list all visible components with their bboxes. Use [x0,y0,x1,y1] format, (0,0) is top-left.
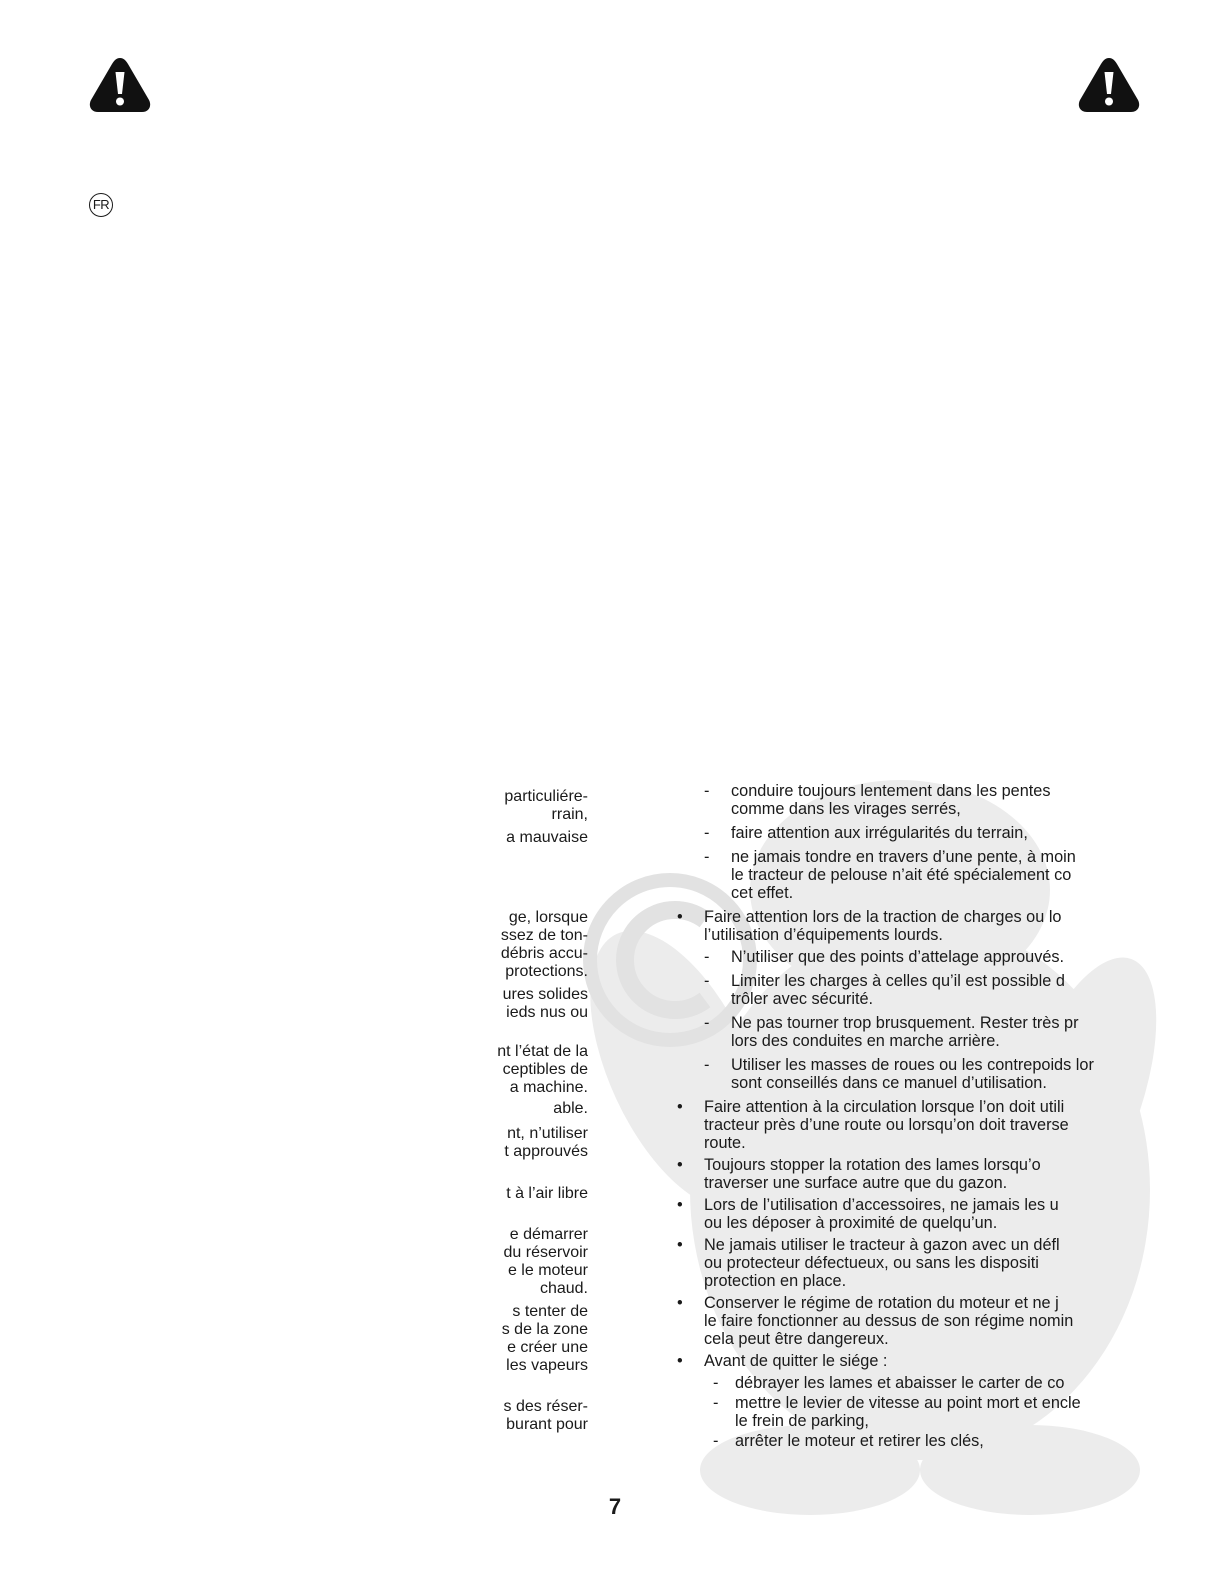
list-item-line: route. [704,1134,746,1152]
left-text-line: ieds nus ou [506,1004,588,1021]
list-item [672,1236,1100,1290]
left-text-line: rrain, [551,806,588,823]
warning-triangle-icon [88,55,152,115]
left-text-block [440,829,588,847]
list-item [672,1374,1100,1392]
list-item-line: faire attention aux irrégularités du terrain, [731,824,1028,842]
list-item [672,948,1100,966]
left-text-line: t à l’air libre [506,1185,588,1202]
list-item-line: ou protecteur défectueux, ou sans les dispositi [704,1254,1039,1272]
left-text-block [440,986,588,1022]
left-text-line: s des réser- [503,1398,588,1415]
warning-triangle-icon [1077,55,1141,115]
list-item [672,1014,1100,1050]
left-text-block [440,788,588,824]
list-item [672,972,1100,1008]
list-item-line: lors des conduites en marche arrière. [731,1032,1000,1050]
list-item-line: Conserver le régime de rotation du moteur et ne j [704,1294,1059,1312]
left-text-line: a machine. [509,1079,588,1096]
bullet-marker: • [677,1156,683,1174]
bullet-marker: • [677,1352,683,1370]
list-item-line: traverser une surface autre que du gazon. [704,1174,1008,1192]
list-item [672,908,1100,944]
bullet-marker: • [677,1196,683,1214]
left-text-line: débris accu- [500,945,588,962]
left-text-line: s de la zone [501,1321,588,1338]
list-item-line: Ne pas tourner trop brusquement. Rester très pr [731,1014,1079,1032]
list-item-line: Lors de l’utilisation d’accessoires, ne jamais les u [704,1196,1059,1214]
left-text-block [440,1398,588,1434]
dash-marker: - [713,1394,719,1412]
dash-marker: - [713,1432,719,1450]
list-item-line: sont conseillés dans ce manuel d’utilisation. [731,1074,1047,1092]
list-item [672,848,1100,902]
list-item [672,1196,1100,1232]
list-item-line: trôler avec sécurité. [731,990,874,1008]
list-item [672,782,1100,818]
right-text-column [672,782,1100,1452]
bullet-marker: • [677,1236,683,1254]
list-item-line: Faire attention lors de la traction de charges ou lo [704,908,1062,926]
list-item [672,1056,1100,1092]
dash-marker: - [704,948,710,966]
left-text-block [440,1303,588,1375]
left-text-line: e démarrer [509,1226,588,1243]
bullet-marker: • [677,1098,683,1116]
list-item-line: ne jamais tondre en travers d’une pente, à moin [731,848,1076,866]
list-item-line: Avant de quitter le siége : [704,1352,888,1370]
left-text-line: t approuvés [504,1143,588,1160]
dash-marker: - [704,782,710,800]
bullet-marker: • [677,908,683,926]
left-text-line: chaud. [539,1280,588,1297]
list-item-line: ou les déposer à proximité de quelqu’un. [704,1214,998,1232]
left-text-line: s tenter de [512,1303,588,1320]
list-item-line: Ne jamais utiliser le tracteur à gazon avec un défl [704,1236,1060,1254]
left-text-line: able. [553,1100,588,1117]
list-item-line: conduire toujours lentement dans les pentes [731,782,1051,800]
list-item-line: l’utilisation d’équipements lourds. [704,926,943,944]
dash-marker: - [704,1056,710,1074]
left-text-block [440,1185,588,1203]
left-text-line: les vapeurs [506,1357,588,1374]
dash-marker: - [704,1014,710,1032]
list-item-line: Toujours stopper la rotation des lames lorsqu’o [704,1156,1041,1174]
list-item-line: tracteur près d’une route ou lorsqu’on doit traverse [704,1116,1069,1134]
left-text-line: ceptibles de [502,1061,588,1078]
list-item-line: cela peut être dangereux. [704,1330,889,1348]
list-item-line: cet effet. [731,884,794,902]
left-text-line: particuliére- [504,788,588,805]
list-item [672,824,1100,842]
left-text-line: ge, lorsque [508,909,588,926]
left-text-line: e créer une [507,1339,588,1356]
language-badge: FR [89,193,113,217]
left-text-block [440,1100,588,1118]
list-item [672,1394,1100,1430]
left-text-line: nt l’état de la [497,1043,588,1060]
left-text-block [440,909,588,981]
dash-marker: - [704,848,710,866]
left-text-line: du réservoir [503,1244,588,1261]
left-text-line: e le moteur [507,1262,588,1279]
left-text-line: nt, n’utiliser [507,1125,588,1142]
list-item-line: comme dans les virages serrés, [731,800,961,818]
dash-marker: - [704,824,710,842]
list-item-line: arrêter le moteur et retirer les clés, [735,1432,984,1450]
left-text-line: ures solides [502,986,588,1003]
dash-marker: - [704,972,710,990]
list-item [672,1432,1100,1450]
left-text-block [440,1043,588,1097]
list-item-line: le frein de parking, [735,1412,869,1430]
page-number: 7 [608,1494,622,1519]
left-text-block [440,1226,588,1298]
list-item-line: mettre le levier de vitesse au point mort et encle [735,1394,1081,1412]
list-item [672,1352,1100,1370]
list-item-line: Utiliser les masses de roues ou les contrepoids lor [731,1056,1094,1074]
list-item-line: débrayer les lames et abaisser le carter de co [735,1374,1065,1392]
list-item [672,1098,1100,1152]
bullet-marker: • [677,1294,683,1312]
list-item [672,1156,1100,1192]
list-item-line: protection en place. [704,1272,847,1290]
list-item-line: le faire fonctionner au dessus de son régime nomin [704,1312,1074,1330]
left-text-line: ssez de ton- [500,927,588,944]
left-text-line: burant pour [506,1416,588,1433]
dash-marker: - [713,1374,719,1392]
left-text-line: protections. [505,963,588,980]
list-item-line: Limiter les charges à celles qu’il est possible d [731,972,1065,990]
list-item-line: N’utiliser que des points d’attelage approuvés. [731,948,1065,966]
left-text-line: a mauvaise [506,829,588,846]
list-item-line: le tracteur de pelouse n’ait été spécialement co [731,866,1072,884]
list-item [672,1294,1100,1348]
left-text-block [440,1125,588,1161]
list-item-line: Faire attention à la circulation lorsque l’on doit utili [704,1098,1065,1116]
